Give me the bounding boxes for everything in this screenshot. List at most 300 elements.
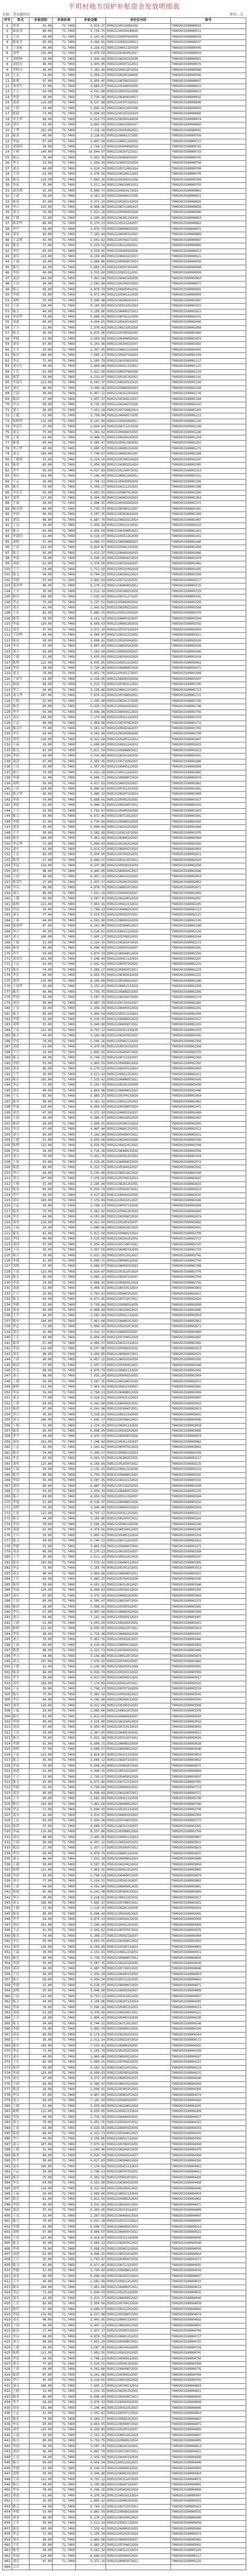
cell-seq: 265 xyxy=(3,1472,12,1478)
cell-name: 王泉 xyxy=(12,545,30,550)
cell-id-number: 350521195808252033 xyxy=(106,2197,171,2202)
cell-name: 王建 xyxy=(12,2345,30,2350)
table-row xyxy=(3,1083,246,1088)
cell-name: 刘义 xyxy=(12,210,30,215)
table-row xyxy=(3,271,246,276)
cell-area: 35.00 xyxy=(30,183,53,188)
cell-seq: 443 xyxy=(3,2449,12,2455)
cell-amount: 1,793.67 xyxy=(76,1291,106,1296)
cell-rate: 71.7469 xyxy=(53,2170,76,2175)
cell-account: 79001653100002854 xyxy=(171,1313,246,1318)
cell-id-number: 350521195512132014 xyxy=(106,1011,171,1017)
cell-name: 刘安 xyxy=(12,2164,30,2169)
meta-row xyxy=(2,12,246,17)
cell-amount: 4,950.54 xyxy=(76,1977,106,1983)
cell-id-number: 350521195710192037 xyxy=(106,1000,171,1006)
cell-name: 王良 xyxy=(12,523,30,528)
cell-amount: 4,089.57 xyxy=(76,1747,106,1752)
cell-amount: 8,322.64 xyxy=(76,1703,106,1708)
cell-name: 陈德 xyxy=(12,111,30,117)
cell-id-number: 350521196610131016 xyxy=(106,380,171,386)
cell-account: 79001653100001431 xyxy=(171,534,246,539)
cell-seq: 244 xyxy=(3,1357,12,1363)
cell-amount: 1,865.42 xyxy=(76,2016,106,2021)
cell-amount: 6,098.49 xyxy=(76,1790,106,1796)
cell-area: 40.00 xyxy=(30,2054,53,2059)
cell-rate: 71.7469 xyxy=(53,106,76,111)
cell-seq: 440 xyxy=(3,2433,12,2438)
cell-rate: 71.7469 xyxy=(53,2394,76,2400)
cell-id-number: 350521195609072012 xyxy=(106,2340,171,2345)
table-row xyxy=(3,1297,246,1302)
cell-seq: 247 xyxy=(3,1374,12,1379)
cell-rate: 71.7469 xyxy=(53,803,76,808)
cell-account: 79001653100002615 xyxy=(171,1181,246,1187)
cell-area: 81.00 xyxy=(30,1231,53,1236)
cell-rate: 71.7469 xyxy=(53,2202,76,2207)
cell-amount: 8,537.88 xyxy=(76,1829,106,1835)
cell-account: 79001653100004854 xyxy=(171,2411,246,2416)
cell-rate: 71.7469 xyxy=(53,1044,76,1050)
table-row xyxy=(3,2021,246,2026)
cell-amount: 6,744.21 xyxy=(76,2021,106,2026)
cell-amount: 5,668.01 xyxy=(76,1763,106,1768)
table-row xyxy=(3,2213,246,2218)
cell-amount: 2,439.39 xyxy=(76,1489,106,1494)
cell-name: 王建 xyxy=(12,2103,30,2109)
table-row xyxy=(3,1659,246,1665)
table-row xyxy=(3,2389,246,2394)
cell-account: 79001653100002897 xyxy=(171,1335,246,1341)
cell-area: 120.00 xyxy=(30,1105,53,1110)
cell-rate: 71.7469 xyxy=(53,1280,76,1285)
cell-area: 98.00 xyxy=(30,891,53,896)
cell-area: 76.00 xyxy=(30,671,53,676)
cell-rate: 71.7469 xyxy=(53,204,76,210)
cell-name: 刘明 xyxy=(12,1988,30,1994)
cell-rate: 71.7469 xyxy=(53,2416,76,2422)
cell-amount: 2,582.89 xyxy=(76,1313,106,1318)
cell-rate: 71.7469 xyxy=(53,720,76,726)
cell-account: 79001653100004003 xyxy=(171,1944,246,1950)
cell-amount: 4,233.07 xyxy=(76,375,106,380)
cell-rate: 71.7469 xyxy=(53,419,76,424)
cell-name: 刘清 xyxy=(12,1483,30,1489)
cell-rate: 71.7469 xyxy=(53,830,76,835)
cell-name: 李志 xyxy=(12,2049,30,2054)
cell-name: 王志 xyxy=(12,2411,30,2416)
cell-rate: 71.7469 xyxy=(53,232,76,237)
cell-seq: 245 xyxy=(3,1363,12,1368)
cell-name: 王国 xyxy=(12,1357,30,1363)
cell-seq: 272 xyxy=(3,1511,12,1516)
cell-area: 39.00 xyxy=(30,1873,53,1878)
cell-account: 79001653100002792 xyxy=(171,1280,246,1285)
cell-area: 25.00 xyxy=(30,2257,53,2262)
cell-area: 93.00 xyxy=(30,814,53,819)
cell-area: 93.00 xyxy=(30,2262,53,2268)
cell-name: 陈文 xyxy=(12,309,30,314)
cell-area: 26.00 xyxy=(30,2499,53,2504)
cell-name: 王长 xyxy=(12,369,30,374)
cell-account: 79001653100001150 xyxy=(171,380,246,386)
cell-amount: 3,443.85 xyxy=(76,1835,106,1840)
cell-account: 79001653100002956 xyxy=(171,1368,246,1374)
table-row xyxy=(3,1291,246,1296)
cell-rate: 71.7469 xyxy=(53,1939,76,1944)
cell-account: 79001653100001203 xyxy=(171,408,246,413)
table-row xyxy=(3,226,246,232)
cell-name: 陈义 xyxy=(12,2021,30,2026)
cell-area: 51.00 xyxy=(30,655,53,660)
table-row xyxy=(3,2526,246,2531)
cell-rate: 71.7469 xyxy=(53,2433,76,2438)
cell-amount: 6,241.98 xyxy=(76,1407,106,1412)
table-row xyxy=(3,243,246,248)
cell-seq: 103 xyxy=(3,583,12,589)
cell-rate: 71.7469 xyxy=(53,2323,76,2328)
cell-seq: 282 xyxy=(3,1566,12,1571)
cell-amount: 5,094.03 xyxy=(76,2290,106,2296)
cell-amount: 2,941.62 xyxy=(76,2411,106,2416)
cell-amount: 1,865.42 xyxy=(76,1533,106,1538)
cell-amount: 2,224.15 xyxy=(76,1906,106,1911)
cell-id-number: 350521195902192039 xyxy=(106,1522,171,1527)
cell-rate: 71.7469 xyxy=(53,364,76,369)
cell-amount: 6,170.23 xyxy=(76,1549,106,1554)
cell-account: 79001653100004317 xyxy=(171,2114,246,2120)
cell-id-number: 350521195509190016 xyxy=(106,29,171,34)
cell-name: 刘荣 xyxy=(12,1220,30,1225)
cell-rate: 71.7469 xyxy=(53,446,76,451)
cell-name: 王兴 xyxy=(12,1050,30,1055)
table-row xyxy=(3,358,246,363)
cell-account: 79001653100002674 xyxy=(171,1215,246,1220)
cell-rate: 71.7469 xyxy=(53,40,76,45)
cell-rate: 71.7469 xyxy=(53,781,76,786)
cell-id-number: 350521195704012018 xyxy=(106,1335,171,1341)
cell-name: 刘金 xyxy=(12,2032,30,2037)
table-row xyxy=(3,2493,246,2498)
cell-amount: 5,094.03 xyxy=(76,1324,106,1330)
cell-account: 79001653100001950 xyxy=(171,819,246,824)
cell-amount: 2,869.88 xyxy=(76,1571,106,1576)
table-row xyxy=(3,1418,246,1423)
cell-id-number: 350521196406252033 xyxy=(106,2526,171,2531)
cell-rate: 71.7469 xyxy=(53,1780,76,1785)
cell-rate: 71.7469 xyxy=(53,1994,76,1999)
cell-account: 79001653100000784 xyxy=(171,177,246,182)
cell-name: 陈明 xyxy=(12,902,30,907)
table-row xyxy=(3,528,246,534)
cell-name: 李兴 xyxy=(12,1412,30,1417)
cell-name: 陈光 xyxy=(12,1714,30,1719)
cell-account: 79001653100001654 xyxy=(171,655,246,660)
cell-account: 79001653100002223 xyxy=(171,967,246,972)
cell-name: 刘光 xyxy=(12,1110,30,1115)
cell-amount: 6,098.49 xyxy=(76,946,106,951)
cell-amount: 4,591.80 xyxy=(76,89,106,95)
table-row xyxy=(3,1692,246,1697)
table-row xyxy=(3,2081,246,2087)
cell-area: 78.00 xyxy=(30,1039,53,1044)
table-row xyxy=(3,1994,246,1999)
cell-seq: 201 xyxy=(3,1121,12,1126)
cell-area: 50.00 xyxy=(30,1478,53,1483)
cell-rate: 71.7469 xyxy=(53,1714,76,1719)
cell-seq: 294 xyxy=(3,1631,12,1637)
cell-account: 79001653100000553 xyxy=(171,51,246,56)
table-row xyxy=(3,1220,246,1225)
cell-account: 79001653100000682 xyxy=(171,123,246,128)
cell-seq: 156 xyxy=(3,874,12,880)
cell-seq: 326 xyxy=(3,1807,12,1813)
cell-rate: 71.7469 xyxy=(53,1544,76,1549)
cell-area: 85.00 xyxy=(30,1429,53,1434)
table-row xyxy=(3,2449,246,2455)
cell-rate: 71.7469 xyxy=(53,2175,76,2180)
cell-rate: 71.7469 xyxy=(53,1977,76,1983)
cell-seq: 169 xyxy=(3,946,12,951)
cell-area: 119.00 xyxy=(30,1829,53,1835)
cell-area: 119.00 xyxy=(30,863,53,869)
cell-name: 王福华 xyxy=(12,984,30,989)
cell-rate: 71.7469 xyxy=(53,1988,76,1994)
cell-area: 41.00 xyxy=(30,962,53,967)
cell-id-number: 350521196609012018 xyxy=(106,1884,171,1889)
cell-seq: 444 xyxy=(3,2455,12,2460)
cell-seq: 142 xyxy=(3,797,12,802)
table-row xyxy=(3,1873,246,1878)
cell-account: 79001653100002599 xyxy=(171,1170,246,1176)
cell-name: 王春 xyxy=(12,435,30,440)
cell-seq: 359 xyxy=(3,1988,12,1994)
cell-name: 李德 xyxy=(12,819,30,824)
cell-seq: 295 xyxy=(3,1637,12,1642)
cell-name: 陈安 xyxy=(12,1560,30,1565)
cell-account: 79001653100004768 xyxy=(171,2362,246,2367)
cell-name: 王平 xyxy=(12,589,30,594)
table-row xyxy=(3,737,246,742)
table-row xyxy=(3,347,246,352)
cell-id-number: 350521195411192037 xyxy=(106,1439,171,1444)
cell-id-number: 350521195209252010 xyxy=(106,282,171,287)
cell-id-number: 350521196107291035 xyxy=(106,265,171,270)
cell-id-number: 350521195609282015 xyxy=(106,649,171,654)
cell-area: 68.00 xyxy=(30,2334,53,2339)
table-row xyxy=(3,1670,246,1675)
cell-amount: 2,295.90 xyxy=(76,698,106,704)
cell-area: 100.00 xyxy=(30,1198,53,1203)
cell-area: 91.00 xyxy=(30,1983,53,1988)
cell-account: 79001653100002981 xyxy=(171,1385,246,1390)
cell-id-number: 350521196510072012 xyxy=(106,803,171,808)
cell-account: 79001653100000820 xyxy=(171,199,246,204)
cell-id-number: 350521196012252031 xyxy=(106,1895,171,1900)
cell-id-number: 350521195501072012 xyxy=(106,2120,171,2125)
cell-area: 94.00 xyxy=(30,1539,53,1544)
cell-amount: 3,587.35 xyxy=(76,1379,106,1384)
cell-seq: 428 xyxy=(3,2367,12,2372)
table-row xyxy=(3,1868,246,1873)
cell-rate: 71.7469 xyxy=(53,2378,76,2383)
cell-area: 71.00 xyxy=(30,1807,53,1813)
cell-seq: 167 xyxy=(3,935,12,940)
cell-seq: 266 xyxy=(3,1478,12,1483)
cell-name: 刘清 xyxy=(12,2208,30,2213)
cell-name: 陈天 xyxy=(12,1736,30,1741)
cell-area: 110.00 xyxy=(30,177,53,182)
cell-name: 李春 xyxy=(12,2005,30,2010)
cell-account: 79001653100000956 xyxy=(171,271,246,276)
cell-seq: 327 xyxy=(3,1813,12,1818)
cell-area: 101.00 xyxy=(30,957,53,962)
cell-rate: 71.7469 xyxy=(53,1000,76,1006)
cell-id-number: 350521195411032010 xyxy=(106,611,171,616)
cell-area: 97.00 xyxy=(30,2208,53,2213)
table-row xyxy=(3,852,246,858)
cell-id-number: 350521195102191019 xyxy=(106,111,171,117)
cell-id-number: 350521196406132014 xyxy=(106,1560,171,1565)
cell-seq: 120 xyxy=(3,676,12,682)
table-row xyxy=(3,1423,246,1428)
cell-area: 35.00 xyxy=(30,1072,53,1077)
cell-amount: 5,165.78 xyxy=(76,1083,106,1088)
cell-seq: 450 xyxy=(3,2488,12,2493)
cell-amount: 7,461.68 xyxy=(76,276,106,281)
cell-amount: 3,659.09 xyxy=(76,336,106,341)
cell-name: 陈水 xyxy=(12,2175,30,2180)
cell-account: 79001653100001297 xyxy=(171,457,246,462)
cell-seq: 377 xyxy=(3,2087,12,2092)
cell-area: 29.00 xyxy=(30,1226,53,1231)
cell-amount: 6,098.49 xyxy=(76,1429,106,1434)
cell-name: 刘进 xyxy=(12,803,30,808)
cell-area: 91.00 xyxy=(30,1500,53,1505)
cell-amount: 5,524.51 xyxy=(76,2362,106,2367)
cell-amount: 4,089.57 xyxy=(76,84,106,89)
cell-name: 陈春 xyxy=(12,199,30,204)
cell-seq: 55 xyxy=(3,320,12,325)
cell-amount: 1,937.17 xyxy=(76,1363,106,1368)
cell-id-number: 350521196012012018 xyxy=(106,1170,171,1176)
cell-amount: 4,663.55 xyxy=(76,490,106,495)
cell-account: 79001653100004599 xyxy=(171,2268,246,2274)
cell-id-number: 350521196201192039 xyxy=(106,1906,171,1911)
cell-id-number: 350521196812132016 xyxy=(106,984,171,989)
cell-name: 王德明 xyxy=(12,457,30,462)
cell-id-number: 350521195712061014 xyxy=(106,166,171,171)
cell-amount: 7,461.68 xyxy=(76,836,106,841)
cell-id-number: 350521195208152039 xyxy=(106,589,171,594)
cell-area: 53.00 xyxy=(30,2027,53,2032)
cell-name: 王金 xyxy=(12,34,30,39)
table-row xyxy=(3,84,246,89)
cell-name: 王长 xyxy=(12,2301,30,2307)
cell-account: 79001653100002274 xyxy=(171,995,246,1000)
cell-amount: 6,887.70 xyxy=(76,517,106,523)
cell-seq: 339 xyxy=(3,1879,12,1884)
cell-id-number: 350521195304072012 xyxy=(106,1407,171,1412)
cell-seq: 5 xyxy=(3,45,12,51)
cell-id-number: 350521195710192037 xyxy=(106,2208,171,2213)
table-row xyxy=(3,1313,246,1318)
cell-seq: 447 xyxy=(3,2471,12,2477)
cell-name: 李福 xyxy=(12,1588,30,1593)
cell-name: 陈水 xyxy=(12,967,30,972)
cell-account: 79001653100003415 xyxy=(171,1620,246,1626)
cell-account: 79001653100003576 xyxy=(171,1709,246,1714)
cell-seq: 434 xyxy=(3,2400,12,2405)
cell-name: 李福 xyxy=(12,2312,30,2317)
cell-amount: 5,022.28 xyxy=(76,1736,106,1741)
table-row xyxy=(3,331,246,336)
cell-name: 陈明 xyxy=(12,78,30,84)
cell-seq: 464 xyxy=(3,2564,12,2570)
table-row xyxy=(3,183,246,188)
cell-account: 79001653100001909 xyxy=(171,792,246,797)
cell-seq: 293 xyxy=(3,1626,12,1631)
cell-seq: 285 xyxy=(3,1582,12,1587)
cell-area: 85.00 xyxy=(30,1308,53,1313)
cell-account: 79001653100001807 xyxy=(171,737,246,742)
cell-name: 刘安 xyxy=(12,1681,30,1686)
cell-name: 王德 xyxy=(12,698,30,704)
cell-area: 41.00 xyxy=(30,606,53,611)
cell-account: 79001653100003909 xyxy=(171,1890,246,1895)
cell-id-number: 350521196609292018 xyxy=(106,676,171,682)
cell-seq: 69 xyxy=(3,397,12,402)
cell-account: 79001653100003517 xyxy=(171,1676,246,1681)
cell-rate: 71.7469 xyxy=(53,946,76,951)
cell-id-number: 350521195902132016 xyxy=(106,2246,171,2251)
cell-amount: 7,174.69 xyxy=(76,2164,106,2169)
cell-account: 79001653100000889 xyxy=(171,232,246,237)
cell-account: 79001653100003192 xyxy=(171,1500,246,1505)
cell-name: 李德 xyxy=(12,1302,30,1307)
cell-id-number: 350521196309252031 xyxy=(106,1456,171,1461)
cell-seq: 29 xyxy=(3,177,12,182)
cell-area: 116.00 xyxy=(30,737,53,742)
cell-amount: 2,511.14 xyxy=(76,2038,106,2043)
cell-area: 58.00 xyxy=(30,1099,53,1104)
cell-area: 69.00 xyxy=(30,2460,53,2466)
cell-name: 李国 xyxy=(12,1478,30,1483)
cell-account: 79001653100004471 xyxy=(171,2202,246,2207)
table-row xyxy=(3,1999,246,2005)
cell-id-number: 350521195311252031 xyxy=(106,1511,171,1516)
cell-rate: 71.7469 xyxy=(53,1709,76,1714)
cell-seq: 132 xyxy=(3,743,12,748)
cell-seq: 45 xyxy=(3,265,12,270)
cell-area: 31.00 xyxy=(30,940,53,945)
cell-amount: 4,591.80 xyxy=(76,918,106,923)
cell-rate: 71.7469 xyxy=(53,2449,76,2455)
cell-id-number: 350521196002252033 xyxy=(106,1593,171,1598)
cell-id-number: 350521195512242033 xyxy=(106,770,171,775)
cell-area: 54.00 xyxy=(30,951,53,956)
cell-rate: 71.7469 xyxy=(53,2532,76,2537)
cell-name: 陈进 xyxy=(12,1165,30,1170)
cell-seq: 99 xyxy=(3,561,12,567)
cell-amount: 5,309.27 xyxy=(76,73,106,78)
cell-account: 79001653100004717 xyxy=(171,2334,246,2339)
cell-rate: 71.7469 xyxy=(53,237,76,243)
cell-id-number: 350521195812132014 xyxy=(106,902,171,907)
cell-amount: 3,085.12 xyxy=(76,1758,106,1763)
cell-account: 79001653100003364 xyxy=(171,1593,246,1598)
cell-amount: 6,385.47 xyxy=(76,1599,106,1604)
